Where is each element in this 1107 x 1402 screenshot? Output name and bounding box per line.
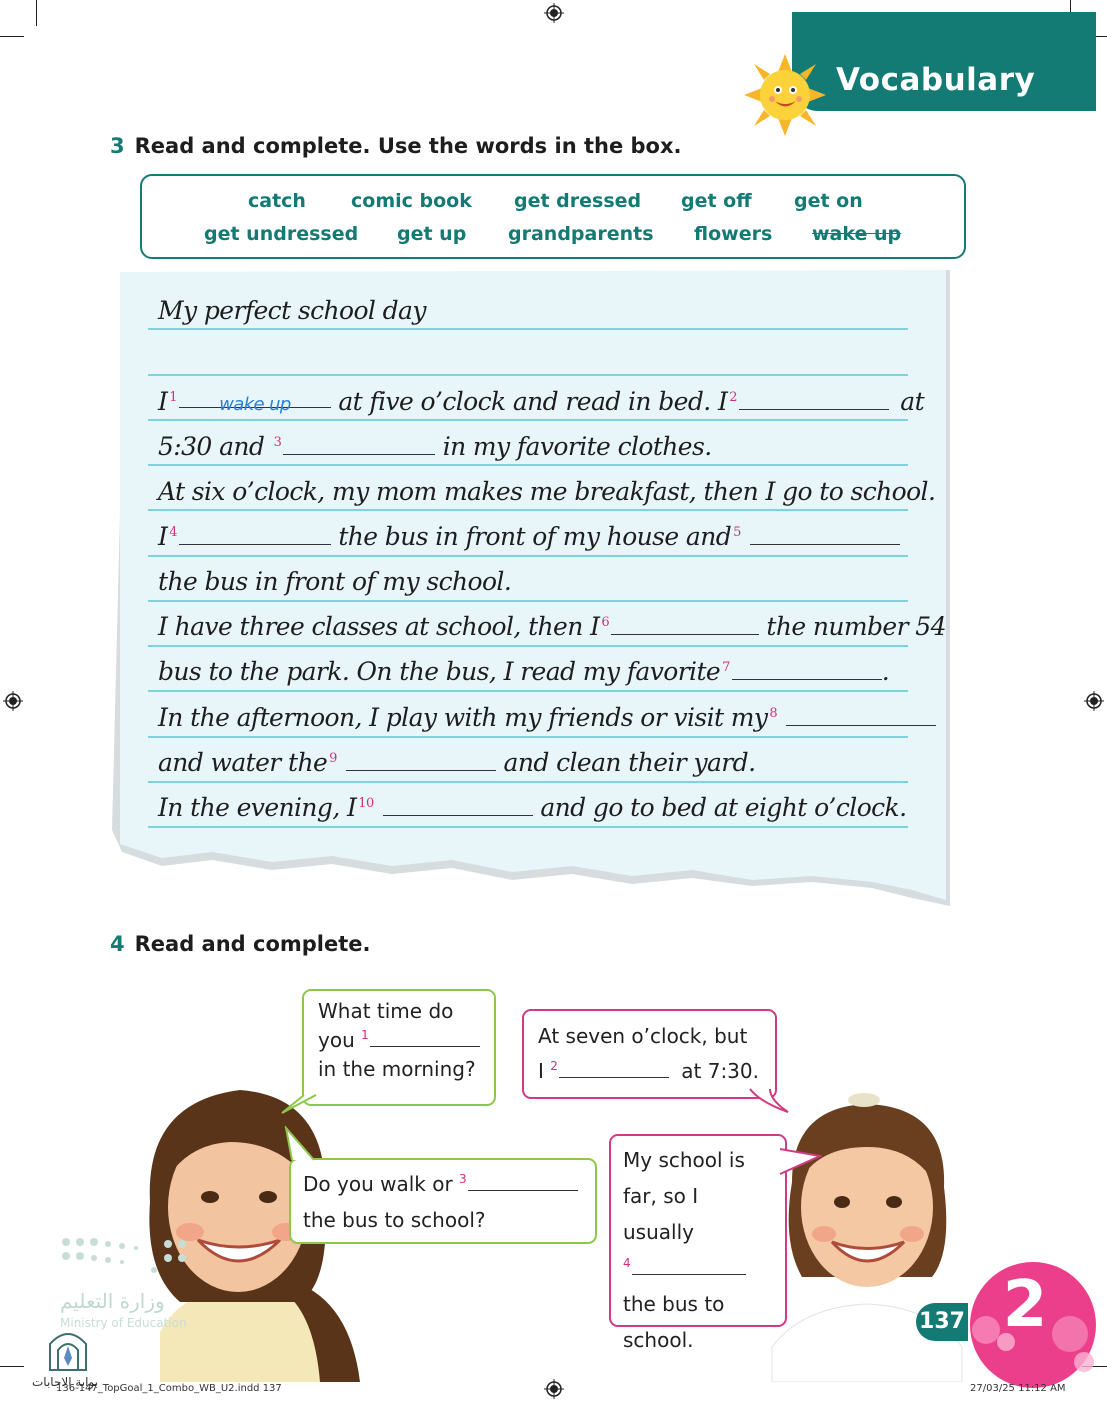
answer-blank[interactable]	[632, 1256, 746, 1275]
gap-number: 7	[722, 659, 730, 675]
print-slug-date: 27/03/25 11:12 AM	[970, 1383, 1066, 1394]
sentence-line: At six o’clock, my mom makes me breakfast, then I go to school.	[158, 477, 936, 506]
word-item: flowers	[694, 223, 773, 245]
ruled-line	[148, 645, 908, 647]
answer-blank[interactable]	[468, 1172, 578, 1191]
gap-number: 6	[601, 614, 610, 630]
answer-blank[interactable]	[786, 705, 936, 726]
bubble-tail	[748, 1088, 792, 1116]
section-title: Vocabulary	[836, 62, 1036, 98]
unit-number: 2	[1002, 1268, 1048, 1342]
word-item: get up	[397, 223, 467, 245]
crop-mark	[36, 0, 37, 26]
gap-number: 9	[329, 750, 337, 766]
word-item: get off	[681, 190, 752, 212]
sentence-line: In the evening, I $^{10}$ and go to bed at eight o’clock.	[158, 793, 907, 822]
sun-mascot-icon	[742, 52, 828, 138]
answer-text: wake up	[219, 394, 291, 415]
crop-mark	[0, 1366, 24, 1367]
bubble-tail	[284, 1126, 320, 1162]
sentence-line: In the afternoon, I play with my friends or visit my $^8$	[158, 703, 936, 732]
speech-bubble-1: What time do you $^1$ in the morning?	[302, 989, 496, 1106]
ruled-line	[148, 826, 908, 828]
answers-site-watermark: بوابة الاجابات	[32, 1375, 99, 1389]
exercise-3-instruction	[110, 134, 681, 158]
ruled-line	[148, 555, 908, 557]
ruled-line	[148, 690, 908, 692]
answer-blank[interactable]	[611, 614, 759, 635]
speech-bubble-3: Do you walk or $^3$ the bus to school?	[289, 1158, 597, 1244]
sentence-line: I $^1$ wake up at five o’clock and read in bed. I $^2$ at	[158, 387, 925, 416]
word-item-used: wake up	[812, 223, 902, 245]
exercise-number: 3	[110, 134, 125, 158]
sentence-line: I $^4$ the bus in front of my house and $^5$	[158, 522, 900, 551]
answer-blank[interactable]	[739, 389, 889, 410]
sentence-line: the bus in front of my school.	[158, 567, 512, 596]
gap-number: 2	[550, 1059, 558, 1074]
gap-number: 8	[769, 705, 778, 721]
gap-number: 4	[169, 524, 177, 540]
answer-blank[interactable]	[179, 524, 331, 545]
ruled-line	[148, 781, 908, 783]
exercise-4-instruction	[110, 932, 371, 956]
gap-number: 1	[169, 389, 177, 405]
speech-bubble-2: At seven o’clock, but I $^2$ at 7:30.	[522, 1009, 777, 1099]
ruled-line	[148, 328, 908, 330]
answer-blank[interactable]	[750, 524, 900, 545]
crop-mark	[0, 36, 24, 37]
mosque-emblem-icon	[46, 1326, 90, 1372]
instruction-text: Read and complete. Use the words in the box.	[134, 134, 682, 158]
gap-number: 5	[733, 524, 741, 540]
answer-blank[interactable]	[732, 659, 882, 680]
instruction-text: Read and complete.	[134, 932, 371, 956]
answer-blank[interactable]	[370, 1028, 480, 1047]
gap-number: 4	[623, 1256, 631, 1271]
bubble-tail	[778, 1148, 822, 1178]
ministry-watermark-arabic: وزارة التعليم	[60, 1289, 165, 1313]
ruled-line	[148, 464, 908, 466]
word-box	[140, 174, 966, 259]
word-item: get undressed	[204, 223, 359, 245]
word-item: grandparents	[508, 223, 654, 245]
ministry-dots-logo	[58, 1234, 193, 1288]
paper-title: My perfect school day	[158, 296, 426, 325]
gap-number: 1	[361, 1028, 369, 1043]
word-item: get dressed	[514, 190, 642, 212]
answer-blank[interactable]	[283, 434, 435, 455]
gap-number: 2	[729, 389, 737, 405]
exercise-number: 4	[110, 932, 125, 956]
ministry-watermark-english: Ministry of Education	[60, 1316, 187, 1330]
ruled-line	[148, 600, 908, 602]
print-slug-file: 136-147_TopGoal_1_Combo_WB_U2.indd 137	[56, 1383, 282, 1394]
sentence-line: 5:30 and $^3$ in my favorite clothes.	[158, 432, 712, 461]
gap-number: 10	[358, 795, 374, 811]
word-item: get on	[794, 190, 863, 212]
page-number: 137	[919, 1309, 965, 1334]
ruled-line	[148, 419, 908, 421]
ruled-line	[148, 736, 908, 738]
gap-number: 3	[273, 434, 282, 450]
ruled-line	[148, 374, 908, 376]
speech-bubble-4: My school is far, so I usually $^4$ the bus to school.	[609, 1134, 787, 1327]
registration-mark-icon	[544, 1379, 564, 1399]
answer-blank[interactable]	[179, 387, 331, 415]
answer-blank[interactable]	[346, 750, 496, 771]
sentence-line: and water the $^9$ and clean their yard.	[158, 748, 756, 777]
sentence-line: I have three classes at school, then I $^6$ the number 54	[158, 612, 946, 641]
registration-mark-icon	[544, 3, 564, 23]
answer-blank[interactable]	[559, 1059, 669, 1078]
sentence-line: bus to the park. On the bus, I read my favorite $^7$ .	[158, 657, 890, 686]
word-item: catch	[248, 190, 306, 212]
answer-blank[interactable]	[383, 795, 533, 816]
registration-mark-icon	[3, 691, 23, 711]
ruled-line	[148, 509, 908, 511]
bubble-tail	[280, 1094, 320, 1116]
registration-mark-icon	[1084, 691, 1104, 711]
word-item: comic book	[351, 190, 472, 212]
gap-number: 3	[459, 1172, 467, 1187]
